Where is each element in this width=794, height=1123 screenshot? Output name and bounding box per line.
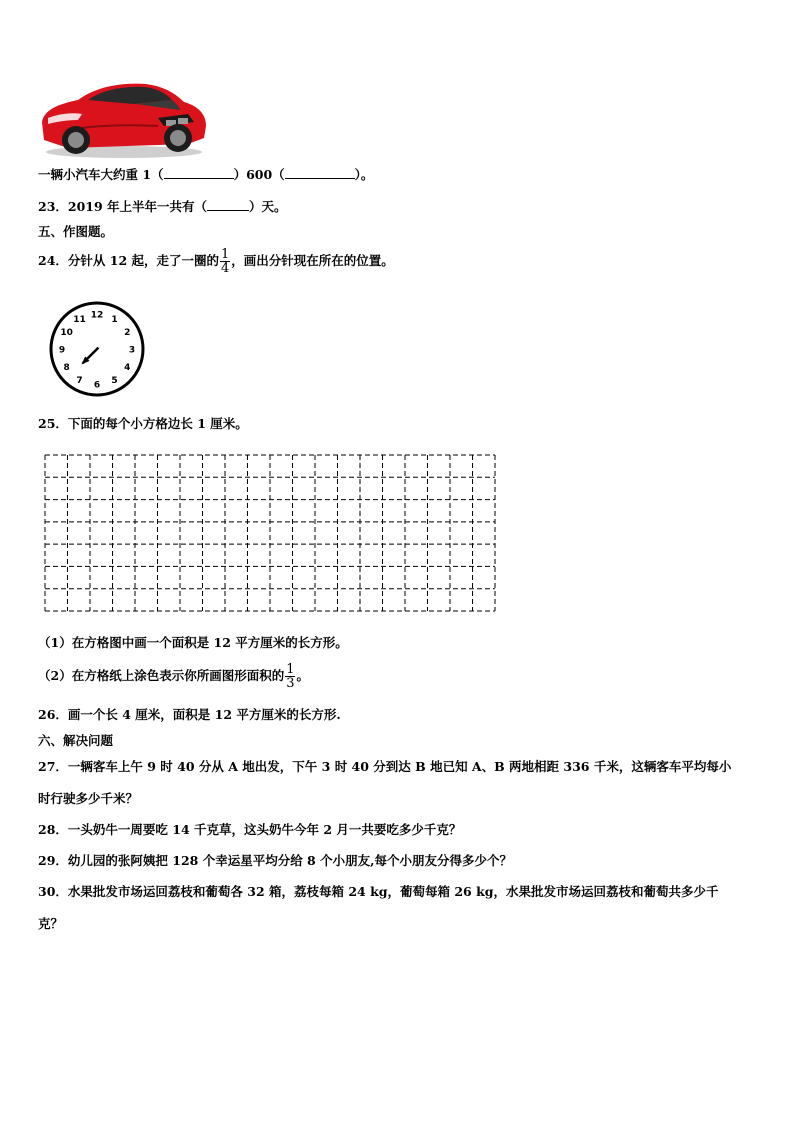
question-30-line-1: 30．水果批发市场运回荔枝和葡萄各 32 箱，荔枝每箱 24 kg，葡萄每箱 26 kg，水果批发市场运回荔枝和葡萄共多少千 bbox=[38, 884, 719, 899]
q23-text-b: ）天。 bbox=[249, 199, 287, 214]
question-30-line-2: 克？ bbox=[38, 916, 64, 931]
clock-number: 4 bbox=[124, 363, 131, 373]
clock-number: 9 bbox=[58, 345, 66, 356]
q25-part2-text-a: （2）在方格纸上涂色表示你所画图形面积的 bbox=[38, 668, 285, 683]
q22-text-a: 一辆小汽车大约重 1（ bbox=[38, 167, 164, 182]
section-6-heading: 六、解决问题 bbox=[38, 733, 114, 748]
q24-text-b: ，画出分针现在所在的位置。 bbox=[231, 253, 394, 268]
q22-text-b: ）600（ bbox=[233, 167, 285, 182]
q22-text-c: ）。 bbox=[354, 167, 374, 182]
question-25-part-1: （1）在方格图中画一个面积是 12 平方厘米的长方形。 bbox=[38, 635, 348, 650]
fraction-numerator: 1 bbox=[286, 662, 295, 677]
fraction-third bbox=[285, 663, 295, 690]
question-27-line-2: 时行驶多少千米？ bbox=[38, 791, 139, 806]
question-22 bbox=[38, 166, 373, 183]
red-car-image bbox=[38, 78, 210, 162]
clock-number: 12 bbox=[90, 310, 104, 321]
section-5-heading: 五、作图题。 bbox=[38, 224, 114, 239]
clock-number: 5 bbox=[111, 375, 118, 386]
question-26: 26．画一个长 4 厘米，面积是 12 平方厘米的长方形. bbox=[38, 707, 341, 722]
answer-blank[interactable] bbox=[207, 198, 249, 211]
clock-number: 8 bbox=[63, 363, 70, 373]
question-25-title: 25．下面的每个小方格边长 1 厘米。 bbox=[38, 416, 248, 431]
answer-blank[interactable] bbox=[164, 166, 234, 179]
answer-blank[interactable] bbox=[285, 166, 355, 179]
clock-number: 11 bbox=[73, 315, 86, 326]
clock-face bbox=[43, 298, 151, 400]
fraction-numerator: 1 bbox=[221, 247, 230, 262]
question-28: 28．一头奶牛一周要吃 14 千克草，这头奶牛今年 2 月一共要吃多少千克？ bbox=[38, 822, 462, 837]
fraction-denominator: 3 bbox=[286, 676, 295, 691]
square-grid[interactable] bbox=[44, 453, 498, 613]
question-24 bbox=[38, 246, 394, 276]
question-23 bbox=[38, 198, 287, 215]
q23-text-a: 23．2019 年上半年一共有（ bbox=[38, 199, 208, 214]
question-27-line-1: 27．一辆客车上午 9 时 40 分从 A 地出发，下午 3 时 40 分到达 B 地已知 A、B 两地相距 336 千米，这辆客车平均每小 bbox=[38, 759, 732, 774]
clock-number: 7 bbox=[76, 375, 83, 386]
clock-number: 1 bbox=[111, 315, 118, 326]
fraction-denominator: 4 bbox=[221, 261, 230, 276]
fraction-quarter bbox=[220, 248, 230, 275]
q24-text-a: 24．分针从 12 起，走了一圈的 bbox=[38, 253, 219, 268]
q25-part2-text-b: 。 bbox=[296, 668, 309, 683]
question-29: 29．幼儿园的张阿姨把 128 个幸运星平均分给 8 个小朋友,每个小朋友分得多少个？ bbox=[38, 853, 512, 868]
clock-number: 3 bbox=[128, 345, 136, 356]
clock-number: 10 bbox=[60, 328, 73, 338]
question-25-part-2 bbox=[38, 660, 309, 692]
clock-number: 2 bbox=[124, 328, 131, 338]
clock-number: 6 bbox=[93, 380, 101, 391]
